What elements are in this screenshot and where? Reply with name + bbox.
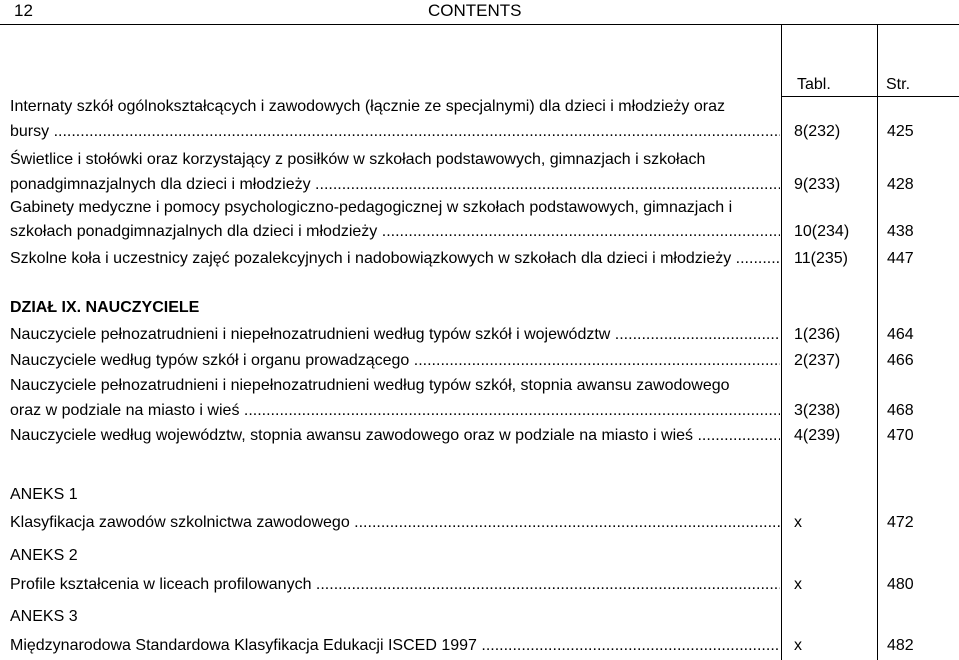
page-ref: 464	[887, 326, 914, 343]
table-number: 11(235)	[794, 250, 848, 267]
page-ref: 480	[887, 576, 914, 593]
toc-entry-title: Nauczyciele pełnozatrudnieni i niepełnozatrudnieni według typów szkół, stopnia awansu zawodowego	[10, 377, 730, 394]
toc-entry-title: Nauczyciele pełnozatrudnieni i niepełnozatrudnieni według typów szkół i województw .....	[10, 326, 780, 344]
toc-entry-title: bursy .....	[10, 123, 780, 141]
column-divider-left	[781, 24, 782, 660]
page-header	[0, 0, 959, 25]
toc-entry-title: Szkolne koła i uczestnicy zajęć pozalekcyjnych i nadobowiązkowych w szkołach dla dzieci i młodzieży .....	[10, 250, 780, 268]
page-ref: 482	[887, 637, 914, 654]
table-number: 2(237)	[794, 352, 841, 369]
page-ref: 428	[887, 176, 914, 193]
table-number: x	[794, 514, 802, 531]
table-number: 8(232)	[794, 123, 841, 140]
annex-heading: ANEKS 1	[10, 486, 78, 503]
page-ref: 470	[887, 427, 914, 444]
toc-entry-title: Klasyfikacja zawodów szkolnictwa zawodowego .....	[10, 514, 780, 532]
column-header-tabl: Tabl.	[797, 76, 831, 93]
page-ref: 447	[887, 250, 914, 267]
toc-entry-title: oraz w podziale na miasto i wieś .....	[10, 402, 780, 420]
toc-entry-title: Nauczyciele według typów szkół i organu prowadzącego .....	[10, 352, 780, 370]
table-number: 10(234)	[794, 223, 850, 240]
header-title: CONTENTS	[428, 1, 522, 20]
table-number: x	[794, 637, 802, 654]
page-number: 12	[14, 1, 33, 20]
annex-heading: ANEKS 2	[10, 547, 78, 564]
column-header-rule	[781, 96, 959, 97]
column-header-str: Str.	[886, 76, 911, 93]
table-number: 1(236)	[794, 326, 841, 343]
section-heading: DZIAŁ IX. NAUCZYCIELE	[10, 299, 200, 316]
toc-entry-title: Internaty szkół ogólnokształcących i zawodowych (łącznie ze specjalnymi) dla dzieci i młodzieży oraz	[10, 98, 725, 115]
toc-entry-title: Świetlice i stołówki oraz korzystający z posiłków w szkołach podstawowych, gimnazjach i szkołach	[10, 151, 706, 168]
toc-entry-title: Międzynarodowa Standardowa Klasyfikacja Edukacji ISCED 1997 .....	[10, 637, 780, 655]
toc-entry-title: Profile kształcenia w liceach profilowanych .....	[10, 576, 780, 594]
column-divider-right	[877, 24, 878, 660]
table-number: x	[794, 576, 802, 593]
page-ref: 472	[887, 514, 914, 531]
toc-entry-title: ponadgimnazjalnych dla dzieci i młodzieży .....	[10, 176, 780, 194]
page-ref: 438	[887, 223, 914, 240]
table-number: 4(239)	[794, 427, 841, 444]
page-ref: 425	[887, 123, 914, 140]
toc-entry-title: Gabinety medyczne i pomocy psychologiczno-pedagogicznej w szkołach podstawowych, gimnazjach i	[10, 199, 733, 216]
annex-heading: ANEKS 3	[10, 608, 78, 625]
toc-entry-title: Nauczyciele według województw, stopnia awansu zawodowego oraz w podziale na miasto i wieś .....	[10, 427, 780, 445]
page-ref: 468	[887, 402, 914, 419]
toc-entry-title: szkołach ponadgimnazjalnych dla dzieci i młodzieży .....	[10, 223, 780, 241]
page-ref: 466	[887, 352, 914, 369]
table-number: 3(238)	[794, 402, 841, 419]
table-number: 9(233)	[794, 176, 841, 193]
